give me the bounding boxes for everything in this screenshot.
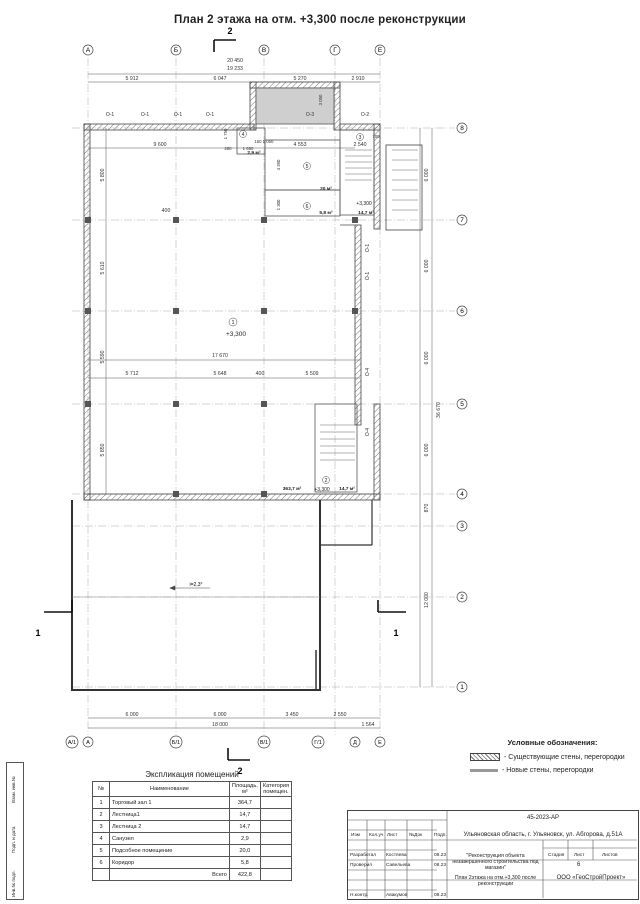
dim-small: 1 650 bbox=[242, 146, 254, 151]
dim-top-seg: 5 912 bbox=[125, 76, 139, 82]
table-header: Наименование bbox=[110, 782, 230, 797]
opening-mark: О-4 bbox=[365, 427, 371, 437]
dim-left: 5 590 bbox=[100, 350, 106, 364]
dim-small: 280 bbox=[224, 146, 232, 151]
dim-small: 1 300 bbox=[276, 199, 281, 211]
dim-top-seg: 5 270 bbox=[293, 76, 307, 82]
table-cell bbox=[260, 809, 291, 821]
room-mark: +3,300 bbox=[356, 201, 372, 207]
opening-mark: О-4 bbox=[365, 367, 371, 377]
legend-label: - Существующие стены, перегородки bbox=[504, 753, 625, 761]
room-mark: +3,300 bbox=[314, 487, 330, 493]
axis-bottom-label: Е bbox=[378, 740, 382, 746]
explication-title: Экспликация помещений bbox=[145, 770, 239, 779]
stamp-sheet-number: 6 bbox=[577, 862, 581, 868]
stamp-header-cell: Кол.уч bbox=[369, 833, 384, 838]
table-row bbox=[93, 857, 292, 869]
opening-mark: О-1 bbox=[140, 112, 150, 118]
opening-mark: О-3 bbox=[305, 112, 315, 118]
axis-markers-bottom bbox=[66, 736, 385, 748]
stamp-role: Разработал bbox=[350, 853, 377, 858]
table-row bbox=[93, 821, 292, 833]
room-area: 14,7 м² bbox=[339, 487, 355, 492]
axis-top-label: Е bbox=[377, 47, 383, 54]
axis-bottom-label: Б/1 bbox=[171, 740, 181, 746]
line-swatch-icon bbox=[470, 769, 498, 772]
dim-bottom-seg: 2 550 bbox=[333, 712, 347, 718]
opening-mark: О-1 bbox=[365, 243, 371, 253]
opening-mark: О-1 bbox=[173, 112, 183, 118]
dim-middle-seg: 5 712 bbox=[125, 371, 139, 377]
opening-mark: О-1 bbox=[205, 112, 215, 118]
dim-middle-seg: 400 bbox=[255, 371, 265, 377]
dim-right: 6 000 bbox=[424, 351, 430, 365]
page-title: План 2 этажа на отм. +3,300 после реконструкции bbox=[174, 14, 466, 26]
existing-walls bbox=[84, 82, 380, 500]
axis-right-label: 3 bbox=[460, 523, 464, 530]
table-cell: Торговый зал 1 bbox=[110, 797, 230, 809]
dim-left: 5 850 bbox=[100, 443, 106, 457]
axis-right-label: 8 bbox=[460, 125, 464, 132]
dim-small: 1 750 bbox=[223, 128, 228, 140]
table-total-row bbox=[93, 869, 292, 881]
dim-inner: 9 600 bbox=[153, 142, 167, 148]
table-cell bbox=[260, 797, 291, 809]
dim-top-overall: 19 233 bbox=[227, 66, 243, 72]
table-cell: 5,8 bbox=[229, 857, 260, 869]
external-stair bbox=[386, 145, 422, 230]
axis-bottom-label: А/1 bbox=[67, 740, 77, 746]
table-cell: Подсобное помещение bbox=[110, 845, 230, 857]
table-cell: 6 bbox=[93, 857, 110, 869]
project-name: "Реконструкция объекта незавершенного строительства под магазин" bbox=[452, 853, 539, 871]
total-value: 422,8 bbox=[229, 869, 260, 881]
stamp-header-cell: №Док bbox=[409, 833, 423, 838]
document-code: 45-2023-АР bbox=[526, 815, 560, 821]
room-mark: +3,300 bbox=[225, 331, 247, 338]
stamp-stage-label: Лист bbox=[574, 853, 585, 858]
table-cell: 1 bbox=[93, 797, 110, 809]
axis-top-label: Г bbox=[333, 47, 337, 54]
room-number: 2 bbox=[324, 478, 328, 484]
table-cell: Коридор bbox=[110, 857, 230, 869]
object-address: Ульяновская область, г. Ульяновск, ул. Абгорова, д.51А bbox=[463, 831, 623, 838]
table-cell: Лестница1 bbox=[110, 809, 230, 821]
room-number: 6 bbox=[305, 204, 309, 210]
dim-right: 6 000 bbox=[424, 259, 430, 273]
explication-table bbox=[92, 781, 292, 881]
axis-top-label: Б bbox=[173, 47, 179, 54]
table-cell bbox=[260, 869, 291, 881]
axis-bottom-label: Д bbox=[353, 740, 357, 746]
dim-middle-seg: 5 509 bbox=[305, 371, 319, 377]
table-header-row bbox=[93, 782, 292, 797]
axis-bottom-label: Г/1 bbox=[314, 740, 322, 746]
side-label: Взам. инв.№ bbox=[11, 776, 16, 803]
opening-mark: О-2 bbox=[360, 112, 370, 118]
table-row bbox=[93, 845, 292, 857]
table-cell: 14,7 bbox=[229, 821, 260, 833]
dim-right: 6 000 bbox=[424, 443, 430, 457]
room-number: 4 bbox=[241, 132, 245, 138]
room-area: 2,9 м² bbox=[247, 151, 261, 156]
dim-small: 150 bbox=[254, 139, 262, 144]
dim-middle-overall: 17 670 bbox=[212, 353, 228, 359]
legend-label: - Новые стены, перегородки bbox=[502, 767, 594, 774]
room-number: 5 bbox=[305, 164, 309, 170]
stamp-role: Проверил bbox=[350, 863, 373, 868]
dim-column: 400 bbox=[161, 208, 171, 214]
axis-right-label: 2 bbox=[460, 594, 464, 601]
table-cell: 2,9 bbox=[229, 833, 260, 845]
axis-top-label: В bbox=[261, 47, 267, 54]
stamp-header-cell: Изм bbox=[351, 833, 360, 838]
axis-right-label: 5 bbox=[460, 401, 464, 408]
dim-right-small: 870 bbox=[424, 503, 430, 513]
stamp-person: Костяева bbox=[386, 853, 407, 858]
axis-bottom-label: В/1 bbox=[259, 740, 269, 746]
legend-item bbox=[470, 767, 635, 774]
dim-bottom-extra: 1 564 bbox=[361, 722, 375, 728]
table-cell bbox=[93, 869, 110, 881]
axis-right-label: 7 bbox=[460, 217, 464, 224]
stamp-stage-label: Стадия bbox=[548, 853, 565, 858]
total-label: Всего bbox=[110, 869, 230, 881]
table-cell: Санузел bbox=[110, 833, 230, 845]
table-cell bbox=[260, 821, 291, 833]
room-explication bbox=[92, 770, 292, 881]
room-area: 5,8 м² bbox=[319, 211, 333, 216]
opening-mark: О-1 bbox=[105, 112, 115, 118]
table-cell: 20,0 bbox=[229, 845, 260, 857]
stamp-header-cell: Подп. bbox=[434, 833, 447, 838]
room-area: 14,7 м² bbox=[358, 211, 374, 216]
side-label: Инв.№ подл. bbox=[11, 870, 16, 897]
table-header: № bbox=[93, 782, 110, 797]
dim-small: 3 050 bbox=[318, 94, 323, 106]
room-number: 3 bbox=[358, 135, 362, 141]
dim-right: 12 000 bbox=[424, 592, 430, 608]
ramp-label: i=2,3° bbox=[189, 582, 203, 588]
table-row bbox=[93, 833, 292, 845]
table-row bbox=[93, 809, 292, 821]
section-mark-right: 1 bbox=[393, 628, 399, 638]
axis-right-label: 4 bbox=[460, 491, 464, 498]
section-mark-bottom: 2 bbox=[237, 766, 243, 776]
dim-bottom-seg: 6 000 bbox=[213, 712, 227, 718]
section-mark-left: 1 bbox=[35, 628, 41, 638]
table-cell: 364,7 bbox=[229, 797, 260, 809]
stamp-date: 08.23 bbox=[434, 863, 447, 868]
table-header: Категория помещен. bbox=[260, 782, 291, 797]
side-label: Подп. и дата bbox=[11, 826, 16, 853]
lower-floor-outline bbox=[72, 500, 372, 690]
dim-middle-seg: 5 648 bbox=[213, 371, 227, 377]
stamp-date: 08.23 bbox=[434, 853, 447, 858]
dim-bottom-overall: 18 000 bbox=[212, 722, 228, 728]
organization-name: ООО «ГеоСтройПроект» bbox=[556, 875, 626, 881]
stamp-person: Авакумов bbox=[386, 893, 408, 898]
stamp-role: Н.контр. bbox=[350, 893, 369, 898]
table-cell bbox=[260, 845, 291, 857]
table-header: Площадь, м² bbox=[229, 782, 260, 797]
legend bbox=[470, 738, 635, 780]
table-cell bbox=[260, 857, 291, 869]
table-cell: 14,7 bbox=[229, 809, 260, 821]
title-block bbox=[347, 810, 639, 900]
dim-small: 1 050 bbox=[262, 139, 274, 144]
interior-partitions bbox=[237, 88, 374, 492]
table-cell: 3 bbox=[93, 821, 110, 833]
stamp-date: 08.23 bbox=[434, 893, 447, 898]
axis-top-label: А bbox=[85, 47, 91, 54]
table-cell bbox=[260, 833, 291, 845]
dim-small: 700 bbox=[372, 134, 380, 139]
room-number: 1 bbox=[231, 320, 235, 326]
dim-bottom-seg: 6 000 bbox=[125, 712, 139, 718]
room-area: 20 м² bbox=[320, 187, 332, 192]
dim-bottom-seg: 3 450 bbox=[285, 712, 299, 718]
table-cell: Лестница 2 bbox=[110, 821, 230, 833]
room-area: 363,7 м² bbox=[282, 487, 302, 492]
dim-top-seg: 2 910 bbox=[351, 76, 365, 82]
sheet-name: План 2этажа на отм.+3,300 после реконструкции bbox=[454, 875, 537, 887]
table-cell: 2 bbox=[93, 809, 110, 821]
table-cell: 5 bbox=[93, 845, 110, 857]
dim-inner: 2 540 bbox=[353, 142, 367, 148]
dim-inner: 4 553 bbox=[293, 142, 307, 148]
stair-lines bbox=[320, 150, 418, 460]
opening-mark: О-1 bbox=[365, 271, 371, 281]
axis-bottom-label: А bbox=[86, 740, 90, 746]
stamp-person: Савельева bbox=[386, 863, 411, 868]
dim-small: 4 390 bbox=[276, 159, 281, 171]
dim-right: 6 000 bbox=[424, 168, 430, 182]
axis-markers-top bbox=[83, 45, 385, 55]
stamp-header-cell: Лист bbox=[387, 833, 398, 838]
legend-item bbox=[470, 753, 635, 761]
table-row bbox=[93, 797, 292, 809]
axis-right-label: 1 bbox=[460, 684, 464, 691]
hatch-swatch-icon bbox=[470, 753, 500, 761]
dim-top-overall: 20 450 bbox=[227, 58, 243, 64]
section-mark-top: 2 bbox=[227, 26, 233, 36]
axis-right-label: 6 bbox=[460, 308, 464, 315]
dim-top-seg: 6 047 bbox=[213, 76, 227, 82]
legend-title: Условные обозначения: bbox=[507, 738, 598, 747]
table-cell: 4 bbox=[93, 833, 110, 845]
dim-left: 5 610 bbox=[100, 261, 106, 275]
stamp-stage-label: Листов bbox=[602, 853, 618, 858]
dim-right-overall: 36 670 bbox=[436, 402, 442, 418]
side-strip bbox=[6, 762, 24, 900]
dim-left: 5 800 bbox=[100, 168, 106, 182]
